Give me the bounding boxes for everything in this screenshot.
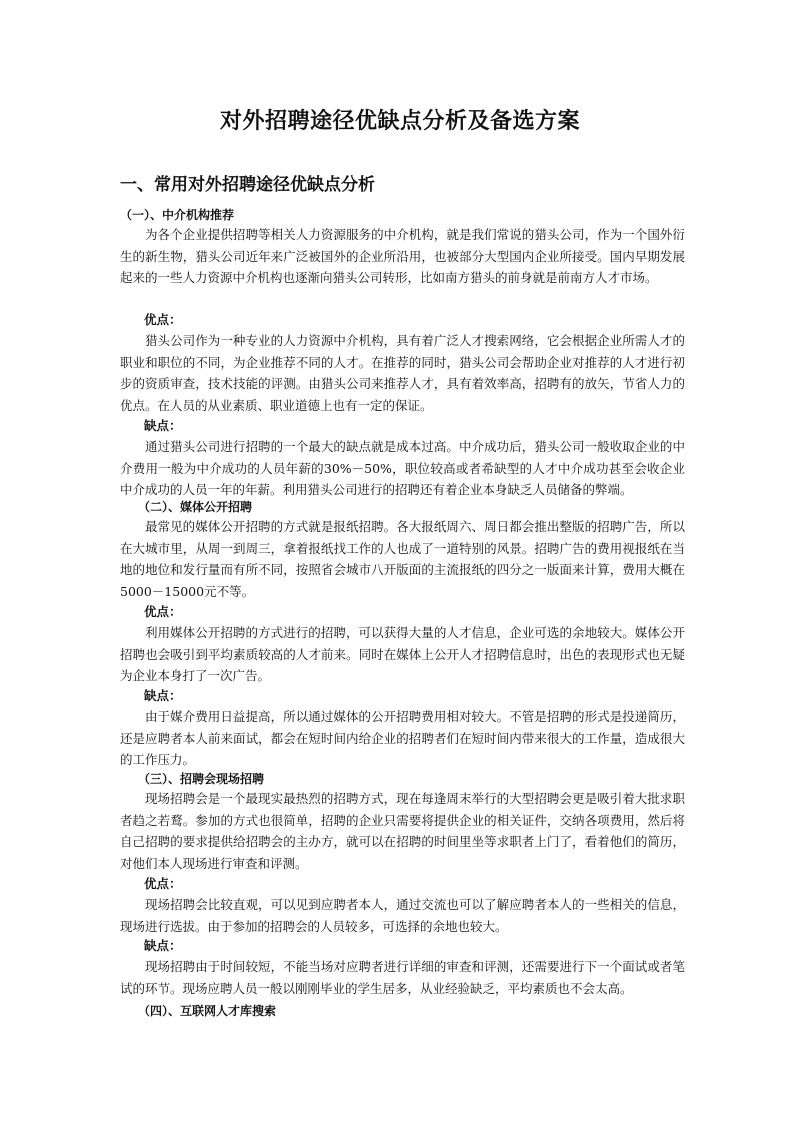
subsection-heading-internet: （四）、互联网人才库搜索 bbox=[138, 1004, 277, 1018]
label-jobfair-cons: 缺点： bbox=[144, 938, 182, 953]
label-jobfair-pros: 优点： bbox=[144, 876, 182, 891]
section-heading-1: 一、常用对外招聘途径优缺点分析 bbox=[120, 175, 375, 195]
label-media-cons: 缺点： bbox=[144, 688, 182, 703]
paragraph-media-pros: 利用媒体公开招聘的方式进行的招聘，可以获得大量的人才信息，企业可选的余地较大。媒体公开招聘也会吸引到平均素质较高的人才前来。同时在媒体上公开人才招聘信息时，出色的表现形式也无疑为企业本身打了一次广告。 bbox=[120, 625, 685, 684]
document-title: 对外招聘途径优缺点分析及备选方案 bbox=[219, 109, 580, 134]
paragraph-agency-intro: 为各个企业提供招聘等相关人力资源服务的中介机构，就是我们常说的猎头公司，作为一个国外衍生的新生物，猎头公司近年来广泛被国外的企业所沿用，也被部分大型国内企业所接受。国内早期发展起来的一些人力资源中介机构也逐渐向猎头公司转形，比如南方猎头的前身就是前南方人才市场。 bbox=[120, 227, 685, 286]
subsection-heading-jobfair: （三）、招聘会现场招聘 bbox=[138, 772, 265, 786]
subsection-heading-agency: （一）、中介机构推荐 bbox=[120, 208, 235, 222]
paragraph-agency-cons: 通过猎头公司进行招聘的一个最大的缺点就是成本过高。中介成功后，猎头公司一般收取企业的中介费用一般为中介成功的人员年薪的30%－50%，职位较高或者希缺型的人才中介成功甚至会收企业中介成功的人员一年的年薪。利用猎头公司进行的招聘还有着企业本身缺乏人员储备的弊端。 bbox=[120, 439, 685, 498]
label-agency-cons: 缺点： bbox=[144, 418, 182, 433]
paragraph-jobfair-intro: 现场招聘会是一个最现实最热烈的招聘方式，现在每逢周末举行的大型招聘会更是吸引着大批求职者趋之若鹜。参加的方式也很简单，招聘的企业只需要将提供企业的相关证件，交纳各项费用，然后将自己招聘的要求提供给招聘会的主办方，就可以在招聘的时间里坐等求职者上门了，看着他们的简历，对他们本人现场进行审查和评测。 bbox=[120, 791, 685, 871]
paragraph-media-cons: 由于媒介费用日益提高，所以通过媒体的公开招聘费用相对较大。不管是招聘的形式是投递简历，还是应聘者本人前来面试，都会在短时间内给企业的招聘者们在短时间内带来很大的工作量，造成很大的工作压力。 bbox=[120, 709, 685, 768]
paragraph-jobfair-cons: 现场招聘由于时间较短，不能当场对应聘者进行详细的审查和评测，还需要进行下一个面试或者笔试的环节。现场应聘人员一般以刚刚毕业的学生居多，从业经验缺乏，平均素质也不会太高。 bbox=[120, 959, 685, 996]
label-agency-pros: 优点： bbox=[144, 312, 182, 327]
paragraph-jobfair-pros: 现场招聘会比较直观，可以见到应聘者本人，通过交流也可以了解应聘者本人的一些相关的信息，现场进行选拔。由于参加的招聘会的人员较多，可选择的余地也较大。 bbox=[120, 897, 685, 934]
subsection-heading-media: （二）、媒体公开招聘 bbox=[138, 500, 253, 514]
paragraph-media-intro: 最常见的媒体公开招聘的方式就是报纸招聘。各大报纸周六、周日都会推出整版的招聘广告，所以在大城市里，从周一到周三，拿着报纸找工作的人也成了一道特别的风景。招聘广告的费用视报纸在当地的地位和发行量而有所不同，按照省会城市八开版面的主流报纸的四分之一版面来计算，费用大概在5000－15000元不等。 bbox=[120, 519, 685, 599]
paragraph-agency-pros: 猎头公司作为一种专业的人力资源中介机构，具有着广泛人才搜索网络，它会根据企业所需人才的职业和职位的不同，为企业推荐不同的人才。在推荐的同时，猎头公司会帮助企业对推荐的人才进行初步的资质审查，技术技能的评测。由猎头公司来推荐人才，具有着效率高，招聘有的放矢，节省人力的优点。在人员的从业素质、职业道德上也有一定的保证。 bbox=[120, 333, 685, 413]
label-media-pros: 优点： bbox=[144, 604, 182, 619]
